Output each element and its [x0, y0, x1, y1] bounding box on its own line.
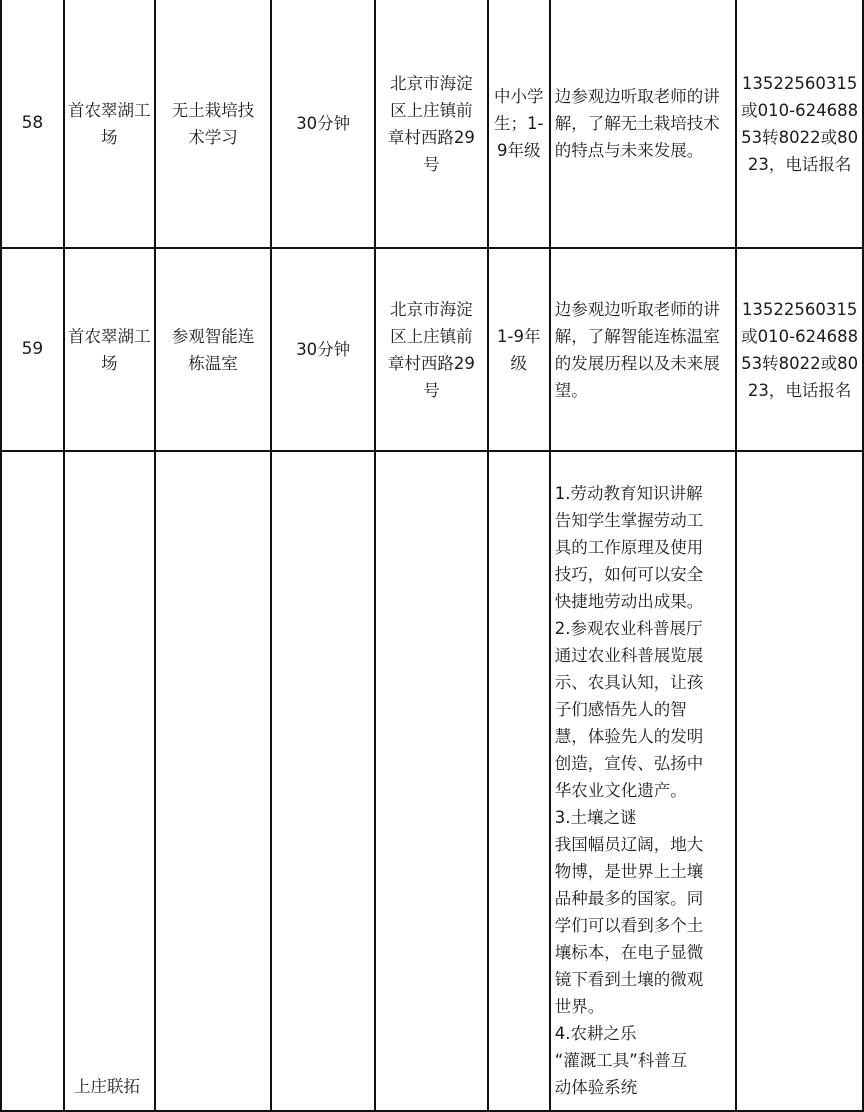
activity-cell — [155, 451, 272, 1111]
address-cell — [375, 451, 488, 1111]
description-line: 示、农具认知，让孩 — [554, 673, 704, 692]
description-cell — [550, 248, 737, 451]
description-line: 动体验系统 — [554, 1078, 638, 1097]
description-line: 子们感悟先人的智 — [554, 700, 687, 719]
duration-cell: 30分钟 — [271, 0, 375, 248]
table-row — [1, 248, 863, 451]
description-line: 华农业文化遗产。 — [554, 781, 687, 800]
activity-text: 参观智能连栋温室 — [171, 326, 255, 373]
grade-cell — [488, 0, 550, 248]
description-text: 边参观边听取老师的讲解，了解无土栽培技术的特点与未来发展。 — [554, 87, 720, 160]
description-line: “灌溉工具”科普互 — [554, 1051, 688, 1070]
description-cell — [550, 451, 737, 1111]
description-line: 品种最多的国家。同 — [554, 889, 704, 908]
description-line: 2.参观农业科普展厅 — [554, 619, 703, 638]
contact-text: 13522560315或010-62468853转8022或8023，电话报名 — [741, 73, 859, 174]
grade-cell — [488, 248, 550, 451]
venue-partial-text: 上庄联拓 — [74, 1077, 140, 1096]
venue-text: 首农翠湖工场 — [67, 326, 151, 373]
address-text: 北京市海淀区上庄镇前章村西路29号 — [387, 73, 475, 174]
duration-cell: 30分钟 — [271, 248, 375, 451]
address-cell — [375, 248, 488, 451]
table-row — [1, 451, 863, 1111]
grade-text: 中小学生；1-9年级 — [493, 87, 544, 160]
description-line: 世界。 — [554, 997, 605, 1016]
description-line: 具的工作原理及使用 — [554, 538, 704, 557]
contact-cell — [736, 451, 863, 1111]
description-line: 1.劳动教育知识讲解 — [554, 484, 703, 503]
activity-cell — [155, 248, 272, 451]
description-line: 快捷地劳动出成果。 — [554, 592, 704, 611]
description-line: 慧，体验先人的发明 — [554, 727, 704, 746]
address-text: 北京市海淀区上庄镇前章村西路29号 — [387, 299, 475, 400]
description-cell — [550, 0, 737, 248]
venue-text: 首农翠湖工场 — [67, 100, 151, 147]
table-row — [1, 0, 863, 248]
grade-cell — [488, 451, 550, 1111]
duration-cell — [271, 451, 375, 1111]
description-text: 边参观边听取老师的讲解，了解智能连栋温室的发展历程以及未来展望。 — [554, 299, 720, 400]
contact-cell — [736, 248, 863, 451]
description-line: 创造，宣传、弘扬中 — [554, 754, 704, 773]
description-line: 镜下看到土壤的微观 — [554, 970, 704, 989]
description-list — [555, 480, 732, 1101]
address-cell — [375, 0, 488, 248]
description-line: 通过农业科普展览展 — [554, 646, 704, 665]
contact-text: 13522560315或010-62468853转8022或8023，电话报名 — [741, 299, 859, 400]
description-line: 3.土壤之谜 — [554, 808, 637, 827]
contact-cell — [736, 0, 863, 248]
activity-cell — [155, 0, 272, 248]
row-number — [1, 451, 64, 1111]
description-line: 4.农耕之乐 — [554, 1024, 637, 1043]
description-line: 学们可以看到多个土 — [554, 916, 704, 935]
description-line: 物博，是世界上土壤 — [554, 862, 704, 881]
venue-cell — [64, 248, 155, 451]
activity-text: 无土栽培技术学习 — [171, 100, 255, 147]
description-line: 技巧，如何可以安全 — [554, 565, 704, 584]
row-number: 59 — [1, 248, 64, 451]
venue-cell — [64, 451, 155, 1111]
row-number: 58 — [1, 0, 64, 248]
description-line: 告知学生掌握劳动工 — [554, 511, 704, 530]
description-line: 我国幅员辽阔，地大 — [554, 835, 704, 854]
venue-cell — [64, 0, 155, 248]
grade-text: 1-9年级 — [497, 326, 541, 373]
description-line: 壤标本，在电子显微 — [554, 943, 704, 962]
